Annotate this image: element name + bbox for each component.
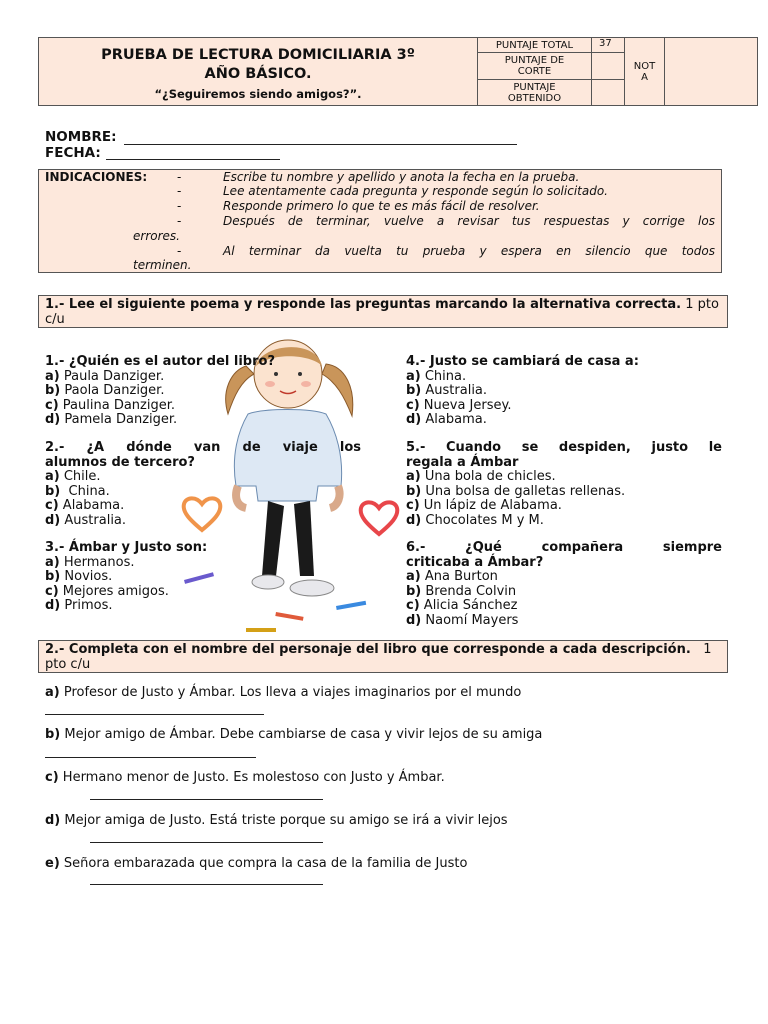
option-b[interactable]: b) China.	[45, 483, 110, 499]
section2-heading	[38, 640, 728, 673]
name-label: NOMBRE:	[45, 129, 117, 145]
book-title: “¿Seguiremos siendo amigos?”.	[154, 87, 362, 101]
option-c[interactable]: c) Alabama.	[45, 498, 125, 513]
header-title-cell	[39, 38, 478, 105]
nota-label: NOT A	[625, 38, 665, 105]
option-c[interactable]: c) Paulina Danziger.	[45, 397, 176, 413]
option-a[interactable]: a) Chile.	[45, 469, 101, 484]
date-label: FECHA:	[45, 145, 101, 161]
option-b[interactable]: b) Brenda Colvin	[406, 583, 517, 599]
instruction-dash: -	[177, 214, 182, 228]
description-e: e) Señora embarazada que compra la casa de la familia de Justo	[45, 856, 468, 871]
option-a[interactable]: a) Una bola de chicles.	[406, 469, 556, 484]
option-a[interactable]: a) Ana Burton	[406, 569, 498, 584]
option-b[interactable]: b) Novios.	[45, 569, 113, 584]
instruction-continuation: terminen.	[133, 258, 192, 272]
question-text: 4.- Justo se cambiará de casa a:	[406, 354, 639, 369]
question-text: 5.- Cuando se despiden, justo le	[406, 440, 722, 455]
section2-heading-text: 2.- Completa con el nombre del personaje del libro que corresponde a cada descripción.	[45, 642, 691, 657]
option-c[interactable]: c) Mejores amigos.	[45, 583, 169, 599]
test-title-line2: AÑO BÁSICO.	[204, 66, 312, 82]
question-text-cont: criticaba a Ámbar?	[406, 554, 544, 570]
instruction-dash: -	[177, 184, 182, 198]
date-field[interactable]	[106, 145, 280, 160]
option-a[interactable]: a) China.	[406, 368, 467, 384]
instruction-dash: -	[177, 199, 182, 213]
question-text: 6.- ¿Qué compañera siempre	[406, 540, 722, 555]
instruction-item: Responde primero lo que te es más fácil de resolver.	[223, 199, 540, 213]
question-text: 3.- Ámbar y Justo son:	[45, 540, 208, 555]
puntaje-total-value: 37	[592, 38, 625, 53]
option-c[interactable]: c) Nueva Jersey.	[406, 397, 512, 413]
description-c: c) Hermano menor de Justo. Es molestoso con Justo y Ámbar.	[45, 770, 445, 785]
test-title-line1: PRUEBA DE LECTURA DOMICILIARIA 3º	[101, 47, 415, 63]
description-b: b) Mejor amigo de Ámbar. Debe cambiarse de casa y vivir lejos de su amiga	[45, 727, 543, 742]
puntaje-obtenido-label: PUNTAJE OBTENIDO	[478, 80, 592, 105]
name-field[interactable]	[124, 130, 517, 145]
description-d: d) Mejor amiga de Justo. Está triste porque su amigo se irá a vivir lejos	[45, 813, 508, 828]
instruction-item: Escribe tu nombre y apellido y anota la fecha en la prueba.	[223, 170, 580, 184]
question-text: 2.- ¿A dónde van de viaje los	[45, 440, 361, 455]
instruction-item: Al terminar da vuelta tu prueba y espera en silencio que todos	[223, 244, 715, 258]
instruction-dash: -	[177, 244, 182, 258]
option-d[interactable]: d) Chocolates M y M.	[406, 512, 544, 528]
option-b[interactable]: b) Una bolsa de galletas rellenas.	[406, 483, 626, 499]
puntaje-obtenido-value[interactable]	[592, 80, 625, 105]
question-2	[45, 441, 361, 528]
option-b[interactable]: b) Paola Danziger.	[45, 383, 165, 398]
question-6	[406, 541, 722, 628]
option-c[interactable]: c) Alicia Sánchez	[406, 598, 518, 613]
instructions-label: INDICACIONES:	[45, 170, 148, 184]
instruction-item: Después de terminar, vuelve a revisar tus respuestas y corrige los	[223, 214, 715, 228]
instructions-box	[38, 169, 722, 273]
question-4	[406, 355, 722, 428]
header-table	[38, 37, 758, 106]
section1-heading-text: 1.- Lee el siguiente poema y responde las preguntas marcando la alternativa correcta.	[45, 297, 682, 312]
puntaje-total-label: PUNTAJE TOTAL	[478, 38, 592, 53]
option-d[interactable]: d) Alabama.	[406, 412, 487, 427]
option-d[interactable]: d) Naomí Mayers	[406, 612, 519, 628]
section2-points: 1 pto c/u	[45, 642, 712, 672]
option-d[interactable]: d) Australia.	[45, 512, 127, 528]
option-a[interactable]: a) Paula Danziger.	[45, 368, 165, 384]
question-3	[45, 541, 361, 614]
question-5	[406, 441, 722, 528]
puntaje-corte-label: PUNTAJE DE CORTE	[478, 53, 592, 80]
heart-icon	[356, 498, 402, 538]
description-a: a) Profesor de Justo y Ámbar. Los lleva a viajes imaginarios por el mundo	[45, 685, 522, 700]
question-1	[45, 355, 361, 428]
puntaje-corte-value[interactable]	[592, 53, 625, 80]
option-b[interactable]: b) Australia.	[406, 383, 488, 398]
instruction-dash: -	[177, 170, 182, 184]
instruction-continuation: errores.	[133, 229, 180, 243]
answer-line-d[interactable]	[90, 841, 323, 843]
question-text-cont: alumnos de tercero?	[45, 454, 195, 470]
nota-value[interactable]	[665, 38, 757, 105]
option-d[interactable]: d) Primos.	[45, 598, 113, 613]
answer-line-a[interactable]	[45, 713, 264, 715]
option-d[interactable]: d) Pamela Danziger.	[45, 412, 178, 427]
section1-heading	[38, 295, 728, 328]
section1-points: 1 pto c/u	[45, 297, 719, 327]
answer-line-c[interactable]	[90, 798, 323, 800]
instruction-item: Lee atentamente cada pregunta y responde según lo solicitado.	[223, 184, 608, 198]
answer-line-e[interactable]	[90, 883, 323, 885]
question-text: 1.- ¿Quién es el autor del libro?	[45, 354, 276, 369]
answer-line-b[interactable]	[45, 756, 256, 758]
option-a[interactable]: a) Hermanos.	[45, 554, 135, 570]
question-text-cont: regala a Ámbar	[406, 454, 519, 470]
option-c[interactable]: c) Un lápiz de Alabama.	[406, 498, 562, 513]
